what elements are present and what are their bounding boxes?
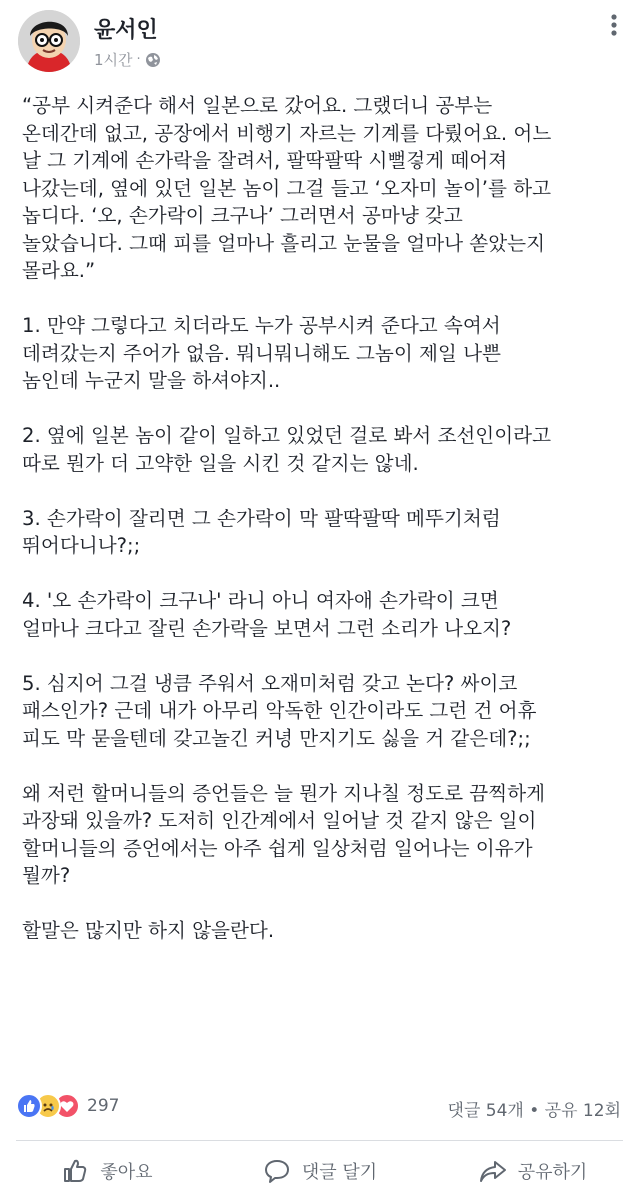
post-text-line: 뭘까? — [22, 864, 71, 887]
globe-icon — [145, 52, 161, 68]
post-text-line: 몰라요.” — [22, 259, 96, 282]
post-text-line: 왜 저런 할머니들의 증언들은 늘 뭔가 지나칠 정도로 끔찍하게 — [22, 781, 546, 805]
like-button[interactable] — [0, 1141, 213, 1200]
post-body — [22, 92, 627, 945]
post-text-line: 3. 손가락이 잘리면 그 손가락이 막 팔딱팔딱 메뚜기처럼 — [22, 506, 501, 530]
post-text-line: 2. 옆에 일본 놈이 같이 일하고 있었던 걸로 봐서 조선인이라고 — [22, 424, 552, 447]
more-options-icon[interactable] — [603, 12, 625, 38]
post-text-line: 패스인가? 근데 내가 아무리 악독한 인간이라도 그런 건 어휴 — [22, 699, 537, 722]
post-meta — [94, 49, 161, 70]
paragraph-gap — [22, 752, 627, 780]
paragraph-gap — [22, 642, 627, 670]
post-text-line: 나갔는데, 옆에 있던 일본 놈이 그걸 들고 ‘오자미 놀이’를 하고 — [22, 176, 552, 200]
post-header — [0, 0, 639, 90]
reaction-count: 297 — [87, 1096, 120, 1116]
meta-separator: · — [136, 52, 141, 67]
post-text-line: 뛰어다니나?;; — [22, 534, 141, 557]
comment-button[interactable] — [213, 1141, 426, 1200]
post-text-line: 놉디다. ‘오, 손가락이 크구나’ 그러면서 공마냥 갖고 — [22, 204, 463, 227]
post-time[interactable]: 1시간 — [94, 51, 133, 69]
post-text-line: 할머니들의 증언에서는 아주 쉽게 일상처럼 일어나는 이유가 — [22, 836, 533, 860]
post-text-line: 피도 막 묻을텐데 갖고놀긴 커녕 만지기도 싫을 거 같은데?;; — [22, 726, 531, 750]
post-text-line: 데려갔는지 주어가 없음. 뭐니뭐니해도 그놈이 제일 나쁜 — [22, 341, 501, 365]
post-text-line: 5. 심지어 그걸 냉큼 주워서 오재미처럼 갖고 논다? 싸이코 — [22, 671, 518, 695]
avatar[interactable] — [18, 10, 80, 72]
paragraph-gap — [22, 890, 627, 918]
paragraph-gap — [22, 395, 627, 423]
share-button-label: 공유하기 — [517, 1161, 588, 1183]
post-text-line: 날 그 기계에 손가락을 잘려서, 팔딱팔딱 시뻘겋게 떼어져 — [22, 149, 508, 172]
comment-button-label: 댓글 달기 — [301, 1161, 378, 1183]
share-icon — [478, 1156, 508, 1186]
share-button[interactable] — [426, 1141, 639, 1200]
post-text-line: 과장돼 있을까? 도저히 인간계에서 일어날 것 같지 않은 일이 — [22, 809, 537, 832]
post-text-line: 할말은 많지만 하지 않을란다. — [22, 919, 275, 942]
post-text-line: 놈인데 누군지 말을 하셔야지.. — [22, 369, 281, 392]
post-text-line: 놀았습니다. 그때 피를 얼마나 흘리고 눈물을 얼마나 쏟았는지 — [22, 231, 546, 255]
post-text-line: 온데간데 없고, 공장에서 비행기 자르는 기계를 다뤘어요. 어느 — [22, 121, 552, 145]
post-text-line: “공부 시켜준다 해서 일본으로 갔어요. 그랬더니 공부는 — [22, 94, 493, 117]
thumbs-up-icon — [60, 1156, 90, 1186]
paragraph-gap — [22, 285, 627, 313]
reactions-summary[interactable] — [16, 1093, 119, 1119]
action-bar — [0, 1141, 639, 1200]
like-button-label: 좋아요 — [100, 1161, 153, 1183]
avatar-cartoon-icon — [18, 10, 80, 72]
post-text-line: 4. '오 손가락이 크구나' 라니 아니 여자애 손가락이 크면 — [22, 589, 499, 612]
paragraph-gap — [22, 477, 627, 505]
author-name[interactable]: 윤서인 — [94, 18, 158, 43]
comment-icon — [262, 1156, 292, 1186]
paragraph-gap — [22, 560, 627, 588]
post-text-line: 따로 뭔가 더 고약한 일을 시킨 것 같지는 않네. — [22, 451, 419, 475]
post-text-line: 1. 만약 그렇다고 치더라도 누가 공부시켜 준다고 속여서 — [22, 314, 501, 337]
comment-share-count[interactable]: 댓글 54개 • 공유 12회 — [447, 1101, 621, 1121]
like-icon — [16, 1093, 42, 1119]
post-text-line: 얼마나 크다고 잘린 손가락을 보면서 그런 소리가 나오지? — [22, 616, 512, 640]
